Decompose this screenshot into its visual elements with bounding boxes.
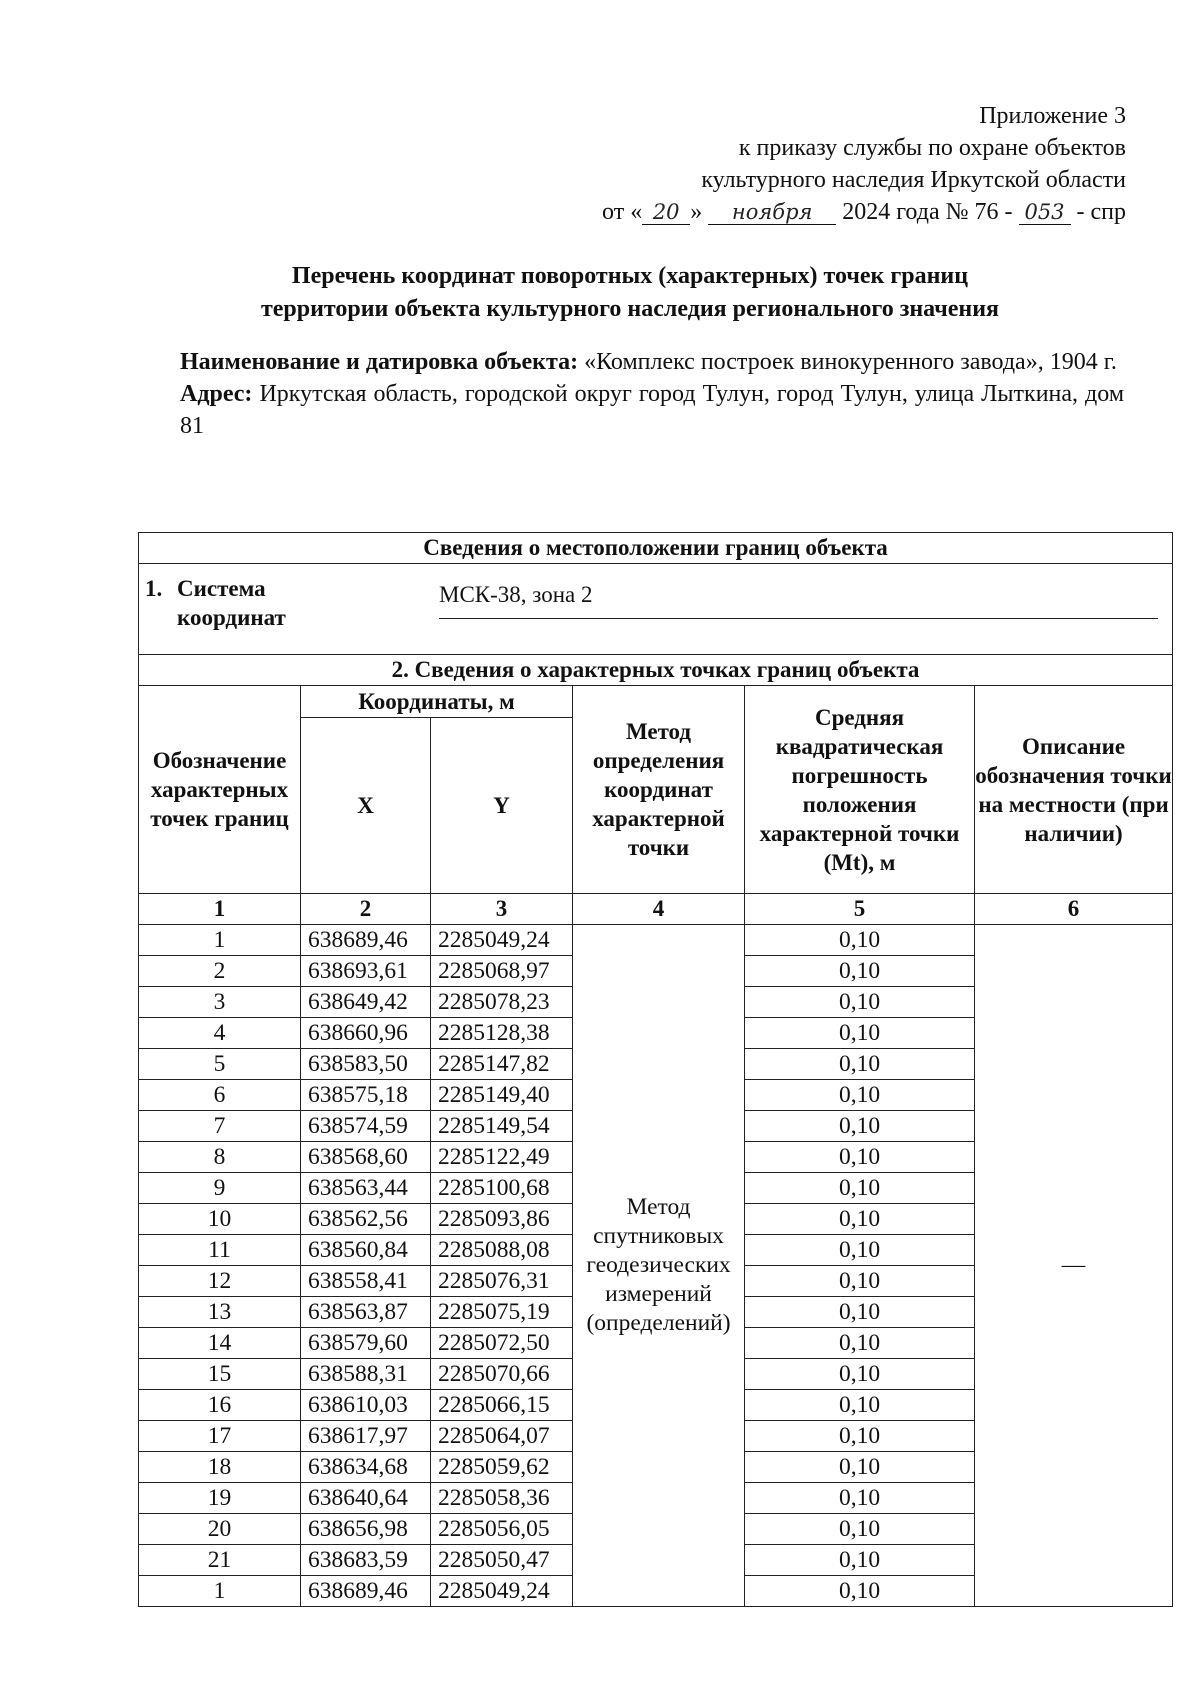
y-coordinate-cell: 2285064,07 bbox=[431, 1421, 573, 1452]
x-coordinate-cell: 638649,42 bbox=[301, 987, 431, 1018]
column-number: 6 bbox=[975, 894, 1173, 925]
y-coordinate-cell: 2285059,62 bbox=[431, 1452, 573, 1483]
x-coordinate-cell: 638610,03 bbox=[301, 1390, 431, 1421]
method-cell: Метод спутниковых геодезических измерений (определений) bbox=[573, 925, 745, 1607]
column-number: 4 bbox=[573, 894, 745, 925]
document-title bbox=[140, 260, 1120, 326]
column-number: 2 bbox=[301, 894, 431, 925]
y-coordinate-cell: 2285066,15 bbox=[431, 1390, 573, 1421]
accuracy-cell: 0,10 bbox=[745, 1204, 975, 1235]
system-number: 1. bbox=[145, 576, 163, 601]
point-id-cell: 3 bbox=[139, 987, 301, 1018]
point-id-cell: 8 bbox=[139, 1142, 301, 1173]
object-address bbox=[180, 378, 1124, 442]
col-coords-header: Координаты, м bbox=[301, 686, 573, 718]
point-id-cell: 9 bbox=[139, 1173, 301, 1204]
accuracy-cell: 0,10 bbox=[745, 1390, 975, 1421]
y-coordinate-cell: 2285093,86 bbox=[431, 1204, 573, 1235]
y-coordinate-cell: 2285049,24 bbox=[431, 925, 573, 956]
point-id-cell: 5 bbox=[139, 1049, 301, 1080]
accuracy-cell: 0,10 bbox=[745, 1545, 975, 1576]
appendix-header bbox=[486, 100, 1126, 228]
order-suffix: - спр bbox=[1076, 199, 1126, 225]
accuracy-cell: 0,10 bbox=[745, 1452, 975, 1483]
system-label-line-1: Система bbox=[177, 576, 266, 601]
x-coordinate-cell: 638562,56 bbox=[301, 1204, 431, 1235]
point-id-cell: 7 bbox=[139, 1111, 301, 1142]
accuracy-cell: 0,10 bbox=[745, 1018, 975, 1049]
col-x-header: X bbox=[301, 718, 431, 894]
object-address-label: Адрес: bbox=[180, 381, 253, 407]
y-coordinate-cell: 2285056,05 bbox=[431, 1514, 573, 1545]
handwritten-month: ноября bbox=[708, 200, 836, 225]
x-coordinate-cell: 638574,59 bbox=[301, 1111, 431, 1142]
system-label bbox=[177, 574, 286, 632]
y-coordinate-cell: 2285128,38 bbox=[431, 1018, 573, 1049]
accuracy-cell: 0,10 bbox=[745, 1328, 975, 1359]
appendix-line-1: Приложение 3 bbox=[979, 103, 1126, 129]
point-id-cell: 6 bbox=[139, 1080, 301, 1111]
x-coordinate-cell: 638560,84 bbox=[301, 1235, 431, 1266]
x-coordinate-cell: 638568,60 bbox=[301, 1142, 431, 1173]
system-value: МСК-38, зона 2 bbox=[439, 582, 593, 607]
object-info bbox=[180, 346, 1124, 442]
accuracy-cell: 0,10 bbox=[745, 1297, 975, 1328]
y-coordinate-cell: 2285149,54 bbox=[431, 1111, 573, 1142]
accuracy-cell: 0,10 bbox=[745, 1266, 975, 1297]
point-id-cell: 10 bbox=[139, 1204, 301, 1235]
y-coordinate-cell: 2285122,49 bbox=[431, 1142, 573, 1173]
points-body bbox=[139, 925, 1173, 1607]
accuracy-cell: 0,10 bbox=[745, 1576, 975, 1607]
x-coordinate-cell: 638617,97 bbox=[301, 1421, 431, 1452]
y-coordinate-cell: 2285049,24 bbox=[431, 1576, 573, 1607]
accuracy-cell: 0,10 bbox=[745, 1049, 975, 1080]
date-prefix: от « bbox=[602, 199, 643, 225]
col-y-header: Y bbox=[431, 718, 573, 894]
column-number: 5 bbox=[745, 894, 975, 925]
title-line-2: территории объекта культурного наследия регионального значения bbox=[260, 296, 1000, 322]
handwritten-order-number: 053 bbox=[1019, 200, 1071, 225]
column-number: 3 bbox=[431, 894, 573, 925]
x-coordinate-cell: 638689,46 bbox=[301, 925, 431, 956]
description-cell: — bbox=[975, 925, 1173, 1607]
point-id-cell: 4 bbox=[139, 1018, 301, 1049]
x-coordinate-cell: 638563,87 bbox=[301, 1297, 431, 1328]
x-coordinate-cell: 638563,44 bbox=[301, 1173, 431, 1204]
point-id-cell: 15 bbox=[139, 1359, 301, 1390]
object-name-label: Наименование и датировка объекта: bbox=[180, 349, 579, 375]
coordinates-table bbox=[138, 532, 1173, 1607]
point-id-cell: 1 bbox=[139, 925, 301, 956]
y-coordinate-cell: 2285068,97 bbox=[431, 956, 573, 987]
section-2-title: 2. Сведения о характерных точках границ объекта bbox=[139, 655, 1173, 686]
handwritten-day: 20 bbox=[642, 200, 690, 225]
col-point-header: Обозначение характерных точек границ bbox=[139, 686, 301, 894]
x-coordinate-cell: 638656,98 bbox=[301, 1514, 431, 1545]
table-row bbox=[139, 925, 1173, 956]
y-coordinate-cell: 2285075,19 bbox=[431, 1297, 573, 1328]
point-id-cell: 17 bbox=[139, 1421, 301, 1452]
x-coordinate-cell: 638693,61 bbox=[301, 956, 431, 987]
date-mid: » bbox=[690, 199, 703, 225]
y-coordinate-cell: 2285149,40 bbox=[431, 1080, 573, 1111]
system-value-underline bbox=[439, 618, 1158, 619]
accuracy-cell: 0,10 bbox=[745, 1142, 975, 1173]
object-name bbox=[180, 346, 1124, 378]
system-label-line-2: координат bbox=[177, 605, 286, 630]
point-id-cell: 20 bbox=[139, 1514, 301, 1545]
x-coordinate-cell: 638558,41 bbox=[301, 1266, 431, 1297]
appendix-line-2: к приказу службы по охране объектов bbox=[738, 135, 1126, 161]
accuracy-cell: 0,10 bbox=[745, 987, 975, 1018]
accuracy-cell: 0,10 bbox=[745, 1514, 975, 1545]
y-coordinate-cell: 2285100,68 bbox=[431, 1173, 573, 1204]
accuracy-cell: 0,10 bbox=[745, 925, 975, 956]
order-date-line bbox=[486, 196, 1126, 228]
section-1-title: Сведения о местоположении границ объекта bbox=[139, 533, 1173, 564]
point-id-cell: 2 bbox=[139, 956, 301, 987]
accuracy-cell: 0,10 bbox=[745, 1173, 975, 1204]
x-coordinate-cell: 638575,18 bbox=[301, 1080, 431, 1111]
y-coordinate-cell: 2285078,23 bbox=[431, 987, 573, 1018]
point-id-cell: 19 bbox=[139, 1483, 301, 1514]
accuracy-cell: 0,10 bbox=[745, 1359, 975, 1390]
y-coordinate-cell: 2285050,47 bbox=[431, 1545, 573, 1576]
accuracy-cell: 0,10 bbox=[745, 1421, 975, 1452]
point-id-cell: 14 bbox=[139, 1328, 301, 1359]
x-coordinate-cell: 638660,96 bbox=[301, 1018, 431, 1049]
col-method-header: Метод определения координат характерной точки bbox=[573, 686, 745, 894]
accuracy-cell: 0,10 bbox=[745, 1111, 975, 1142]
x-coordinate-cell: 638588,31 bbox=[301, 1359, 431, 1390]
date-year: 2024 года № 76 - bbox=[842, 199, 1013, 225]
coordinate-system-row bbox=[139, 564, 1173, 655]
column-number: 1 bbox=[139, 894, 301, 925]
point-id-cell: 13 bbox=[139, 1297, 301, 1328]
x-coordinate-cell: 638583,50 bbox=[301, 1049, 431, 1080]
x-coordinate-cell: 638683,59 bbox=[301, 1545, 431, 1576]
accuracy-cell: 0,10 bbox=[745, 1080, 975, 1111]
point-id-cell: 16 bbox=[139, 1390, 301, 1421]
x-coordinate-cell: 638579,60 bbox=[301, 1328, 431, 1359]
x-coordinate-cell: 638640,64 bbox=[301, 1483, 431, 1514]
point-id-cell: 21 bbox=[139, 1545, 301, 1576]
y-coordinate-cell: 2285088,08 bbox=[431, 1235, 573, 1266]
col-description-header: Описание обозначения точки на местности (при наличии) bbox=[975, 686, 1173, 894]
y-coordinate-cell: 2285076,31 bbox=[431, 1266, 573, 1297]
point-id-cell: 12 bbox=[139, 1266, 301, 1297]
point-id-cell: 18 bbox=[139, 1452, 301, 1483]
point-id-cell: 11 bbox=[139, 1235, 301, 1266]
y-coordinate-cell: 2285070,66 bbox=[431, 1359, 573, 1390]
appendix-line-3: культурного наследия Иркутской области bbox=[701, 167, 1126, 193]
y-coordinate-cell: 2285072,50 bbox=[431, 1328, 573, 1359]
object-address-value: Иркутская область, городской округ город Тулун, город Тулун, улица Лыткина, дом 81 bbox=[180, 381, 1125, 439]
x-coordinate-cell: 638689,46 bbox=[301, 1576, 431, 1607]
y-coordinate-cell: 2285058,36 bbox=[431, 1483, 573, 1514]
x-coordinate-cell: 638634,68 bbox=[301, 1452, 431, 1483]
accuracy-cell: 0,10 bbox=[745, 956, 975, 987]
object-name-value: «Комплекс построек винокуренного завода», 1904 г. bbox=[584, 349, 1117, 375]
title-line-1: Перечень координат поворотных (характерных) точек границ bbox=[291, 263, 969, 289]
point-id-cell: 1 bbox=[139, 1576, 301, 1607]
accuracy-cell: 0,10 bbox=[745, 1235, 975, 1266]
y-coordinate-cell: 2285147,82 bbox=[431, 1049, 573, 1080]
col-accuracy-header: Средняя квадратическая погрешность положения характерной точки (Mt), м bbox=[745, 686, 975, 894]
accuracy-cell: 0,10 bbox=[745, 1483, 975, 1514]
